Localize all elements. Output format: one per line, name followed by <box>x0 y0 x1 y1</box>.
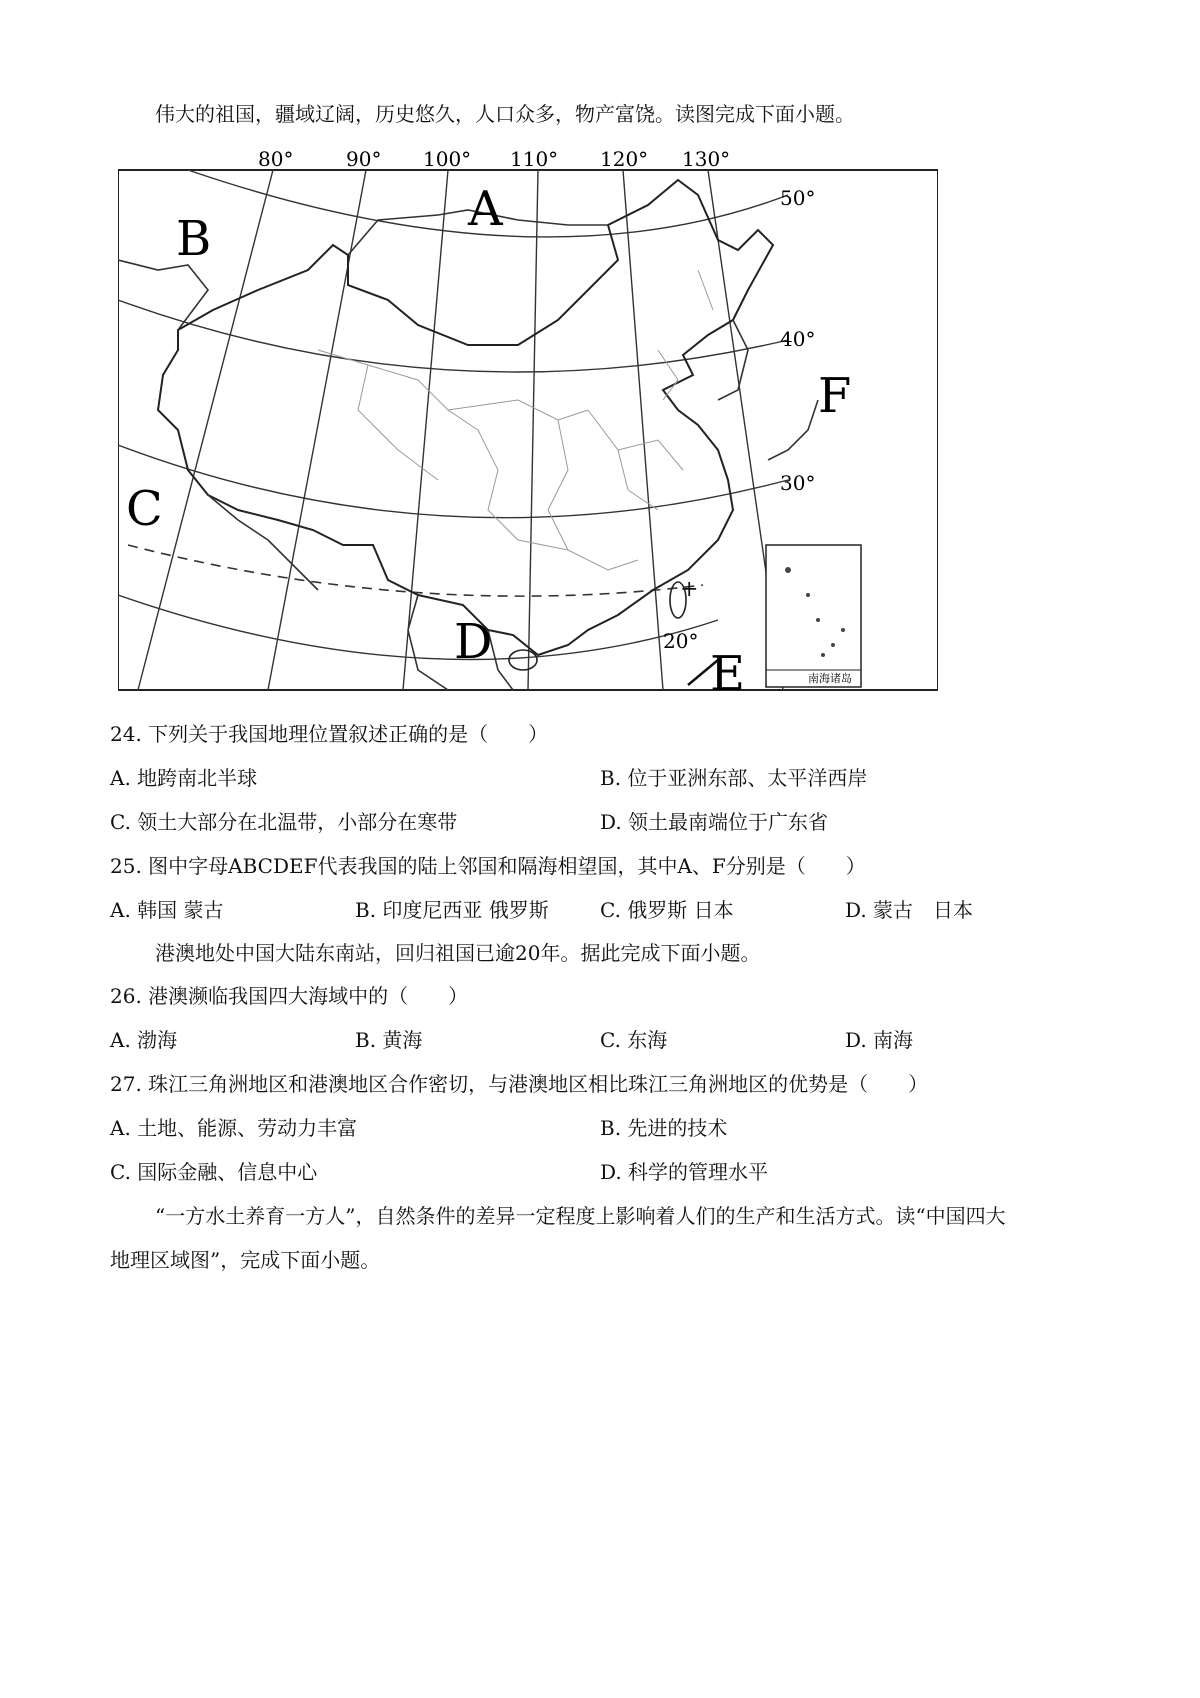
q27-option-d: D. 科学的管理水平 <box>600 1160 769 1184</box>
intro-text-2: 港澳地处中国大陆东南站，回归祖国已逾20年。据此完成下面小题。 <box>155 941 761 965</box>
map-letter-d: D <box>454 614 493 670</box>
lon-label-110: 110° <box>510 150 559 171</box>
q25-option-b: B. 印度尼西亚 俄罗斯 <box>355 898 549 922</box>
lon-label-100: 100° <box>423 150 472 171</box>
map-letter-a: A <box>468 181 503 237</box>
map-letter-c: C <box>126 481 163 537</box>
lat-label-20: 20° <box>663 629 699 653</box>
map-letter-f: F <box>818 368 852 424</box>
map-letter-e: E <box>710 646 746 702</box>
question-24-stem: 24. 下列关于我国地理位置叙述正确的是（ ） <box>110 722 549 746</box>
q26-option-b: B. 黄海 <box>355 1028 423 1052</box>
china-map-figure <box>118 150 938 710</box>
q25-option-d: D. 蒙古 日本 <box>845 898 974 922</box>
question-25-stem: 25. 图中字母ABCDEF代表我国的陆上邻国和隔海相望国，其中A、F分别是（ ） <box>110 854 866 878</box>
q24-option-b: B. 位于亚洲东部、太平洋西岸 <box>600 766 868 790</box>
lon-label-90: 90° <box>346 150 382 171</box>
intro-text-1: 伟大的祖国，疆域辽阔，历史悠久，人口众多，物产富饶。读图完成下面小题。 <box>155 102 855 126</box>
map-letter-b: B <box>176 211 212 267</box>
intro-text-3-line-1: “一方水土养育一方人”，自然条件的差异一定程度上影响着人们的生产和生活方式。读“中国四大 <box>155 1204 1006 1228</box>
question-27-stem: 27. 珠江三角洲地区和港澳地区合作密切，与港澳地区相比珠江三角洲地区的优势是（ ） <box>110 1072 929 1096</box>
intro-text-3-line-2: 地理区域图”，完成下面小题。 <box>110 1248 381 1272</box>
lon-label-120: 120° <box>600 150 649 171</box>
question-26-stem: 26. 港澳濒临我国四大海域中的（ ） <box>110 984 469 1008</box>
q25-option-a: A. 韩国 蒙古 <box>110 898 224 922</box>
q25-option-c: C. 俄罗斯 日本 <box>600 898 734 922</box>
q24-option-a: A. 地跨南北半球 <box>110 766 258 790</box>
q27-option-a: A. 土地、能源、劳动力丰富 <box>110 1116 358 1140</box>
q26-option-a: A. 渤海 <box>110 1028 178 1052</box>
q24-option-d: D. 领土最南端位于广东省 <box>600 810 829 834</box>
inset-label: 南海诸岛 <box>808 672 852 685</box>
q26-option-d: D. 南海 <box>845 1028 914 1052</box>
q26-option-c: C. 东海 <box>600 1028 668 1052</box>
svg-text:+: + <box>680 577 699 602</box>
lat-label-40: 40° <box>780 327 816 351</box>
q27-option-c: C. 国际金融、信息中心 <box>110 1160 318 1184</box>
lon-label-80: 80° <box>258 150 294 171</box>
lat-label-30: 30° <box>780 471 816 495</box>
q24-option-c: C. 领土大部分在北温带，小部分在寒带 <box>110 810 458 834</box>
lon-label-130: 130° <box>682 150 731 171</box>
lat-label-50: 50° <box>780 186 816 210</box>
q27-option-b: B. 先进的技术 <box>600 1116 728 1140</box>
south-china-sea-inset <box>766 545 861 687</box>
